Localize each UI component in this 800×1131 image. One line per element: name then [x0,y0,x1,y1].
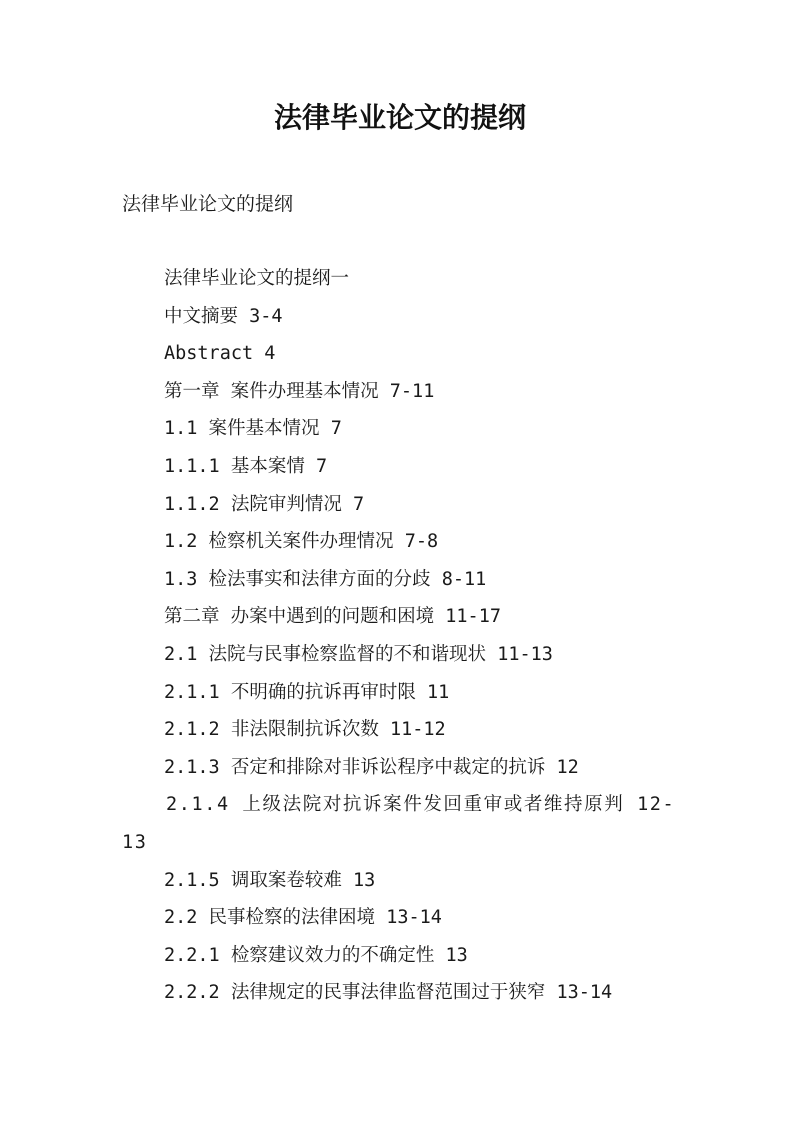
toc-item: 1.1 案件基本情况 7 [164,418,342,440]
toc-item: 1.1.2 法院审判情况 7 [164,493,365,515]
document-title: 法律毕业论文的提纲 [273,101,526,134]
toc-item: 第二章 办案中遇到的问题和困境 11-17 [164,606,501,628]
toc-item: Abstract 4 [164,343,276,365]
toc-item: 2.2.2 法律规定的民事法律监督范围过于狭窄 13-14 [164,982,613,1004]
toc-item: 1.2 检察机关案件办理情况 7-8 [164,531,439,553]
toc-item: 2.1.1 不明确的抗诉再审时限 11 [164,681,450,703]
toc-item: 第一章 案件办理基本情况 7-11 [164,380,435,402]
toc-item: 2.1 法院与民事检察监督的不和谐现状 11-13 [164,643,553,665]
toc-item: 2.1.5 调取案卷较难 13 [164,869,376,891]
toc-item: 中文摘要 3-4 [164,305,283,327]
toc-item: 2.1.3 否定和排除对非诉讼程序中裁定的抗诉 12 [164,756,579,778]
toc-item: 1.3 检法事实和法律方面的分歧 8-11 [164,568,487,590]
toc-item: 法律毕业论文的提纲一 [164,268,350,289]
toc-item: 2.2.1 检察建议效力的不确定性 13 [164,944,468,966]
toc-item: 2.2 民事检察的法律困境 13-14 [164,907,442,929]
toc-item: 2.1.4 上级法院对抗诉案件发回重审或者维持原判 12-13 [122,794,676,853]
table-of-contents [122,260,682,1012]
toc-item: 2.1.2 非法限制抗诉次数 11-12 [164,719,446,741]
toc-item: 1.1.1 基本案情 7 [164,455,328,477]
document-subtitle: 法律毕业论文的提纲 [122,193,294,215]
